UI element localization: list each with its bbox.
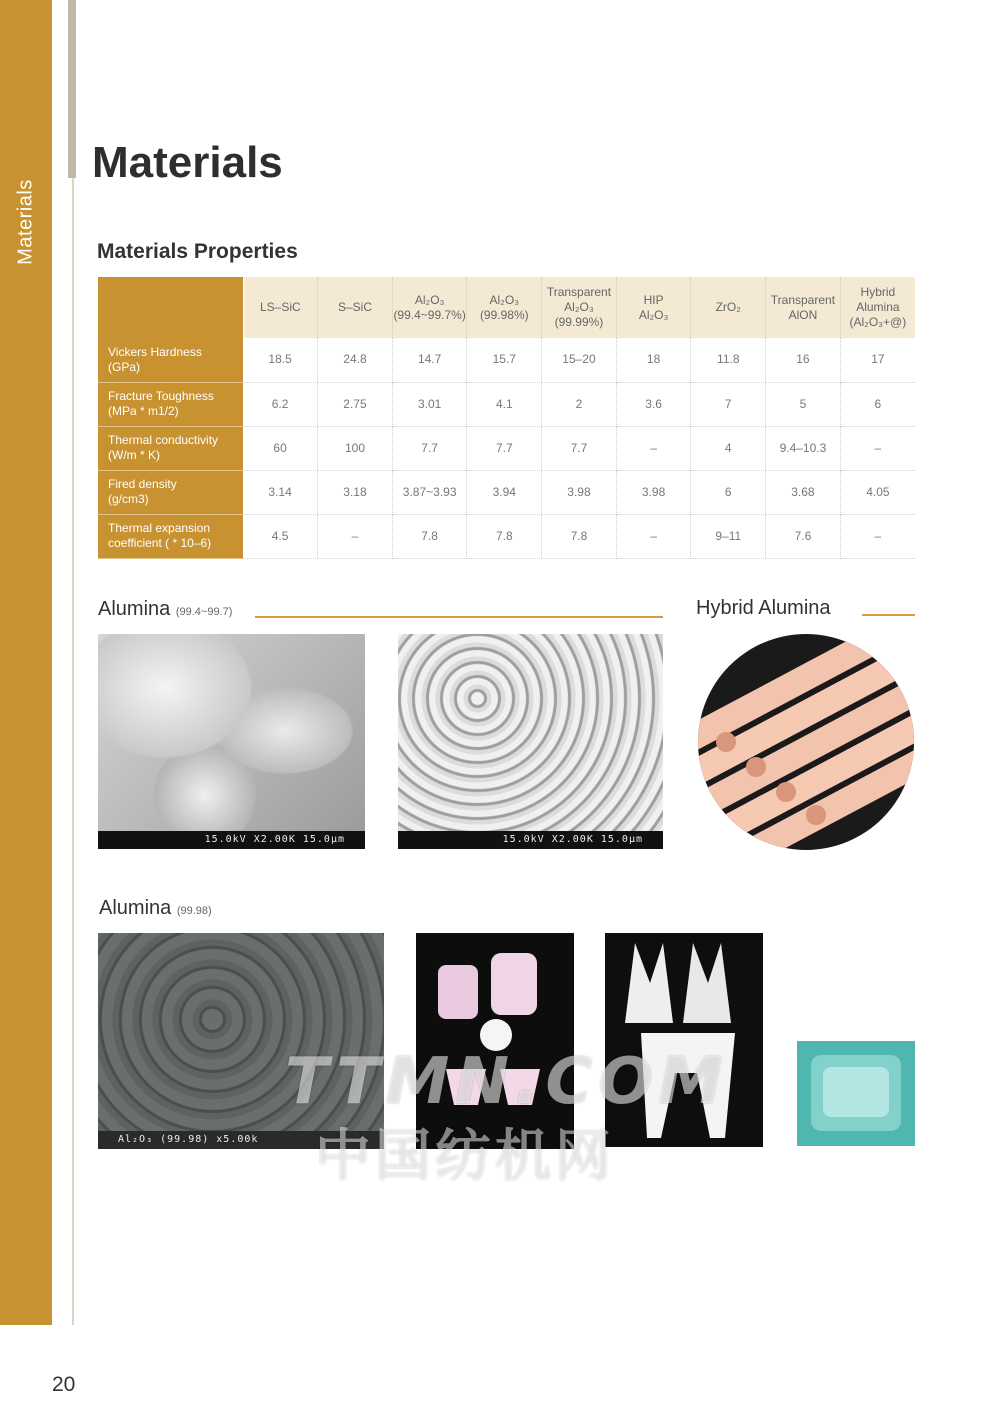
table-cell: 18	[616, 338, 691, 382]
table-cell: 2.75	[318, 382, 393, 426]
table-cell: 7	[691, 382, 766, 426]
column-header: HIP Al₂O₃	[616, 277, 691, 338]
table-cell: 4	[691, 426, 766, 470]
table-cell: 4.1	[467, 382, 542, 426]
table-cell: 7.6	[766, 514, 841, 558]
column-header: LS–SiC	[243, 277, 318, 338]
column-header: Hybrid Alumina (Al₂O₃+@)	[840, 277, 915, 338]
table-row	[98, 338, 915, 382]
heading-rule	[862, 614, 915, 616]
table-cell: 3.98	[542, 470, 617, 514]
table-header-row	[98, 277, 915, 338]
table-row	[98, 514, 915, 558]
table-row	[98, 470, 915, 514]
table-cell: 17	[840, 338, 915, 382]
title-accent-bar	[68, 0, 76, 178]
sem-image-alumina-1	[98, 634, 365, 849]
row-label: Fracture Toughness (MPa * m1/2)	[98, 382, 243, 426]
table-cell: 3.68	[766, 470, 841, 514]
table-cell: 15–20	[542, 338, 617, 382]
table-cell: 11.8	[691, 338, 766, 382]
column-header: Al₂O₃ (99.4~99.7%)	[392, 277, 467, 338]
alumina-purity: (99.98)	[176, 905, 212, 917]
row-label: Vickers Hardness (GPa)	[98, 338, 243, 382]
hybrid-heading	[696, 597, 831, 620]
alumina-heading-a	[98, 598, 232, 621]
table-cell: 7.8	[467, 514, 542, 558]
column-header: S–SiC	[318, 277, 393, 338]
alumina-title: Alumina	[99, 897, 172, 919]
table-cell: 7.8	[392, 514, 467, 558]
section-title: Materials Properties	[97, 240, 298, 263]
table-cell: –	[318, 514, 393, 558]
table-cell: 2	[542, 382, 617, 426]
table-cell: 7.7	[467, 426, 542, 470]
table-cell: 4.5	[243, 514, 318, 558]
page-title: Materials	[92, 138, 283, 187]
table-cell: 3.6	[616, 382, 691, 426]
sem-scale-label: Al₂O₃ (99.98) x5.00k	[98, 1131, 384, 1149]
table-cell: 6.2	[243, 382, 318, 426]
page-number: 20	[52, 1373, 76, 1396]
table-cell: 14.7	[392, 338, 467, 382]
table-cell: 60	[243, 426, 318, 470]
column-header: Transparent Al₂O₃ (99.99%)	[542, 277, 617, 338]
column-header: Transparent AlON	[766, 277, 841, 338]
table-cell: 7.7	[392, 426, 467, 470]
table-cell: 7.7	[542, 426, 617, 470]
table-cell: 16	[766, 338, 841, 382]
table-cell: –	[616, 426, 691, 470]
hybrid-title: Hybrid Alumina	[696, 597, 831, 619]
alumina-heading-b	[99, 897, 212, 920]
table-cell: 3.98	[616, 470, 691, 514]
watermark-latin: TTMN.COM	[285, 1045, 729, 1119]
properties-table	[98, 277, 915, 559]
column-header: ZrO₂	[691, 277, 766, 338]
table-cell: 7.8	[542, 514, 617, 558]
table-cell: 9–11	[691, 514, 766, 558]
row-label: Fired density (g/cm3)	[98, 470, 243, 514]
table-row	[98, 382, 915, 426]
table-cell: –	[840, 514, 915, 558]
side-label: Materials	[14, 179, 37, 265]
table-cell: 3.14	[243, 470, 318, 514]
table-corner-cell	[98, 277, 243, 338]
sem-scale-label: 15.0kV X2.00K 15.0μm	[98, 831, 365, 849]
hybrid-alumina-photo	[696, 632, 916, 852]
table-cell: 9.4–10.3	[766, 426, 841, 470]
table-cell: 5	[766, 382, 841, 426]
column-header: Al₂O₃ (99.98%)	[467, 277, 542, 338]
table-row	[98, 426, 915, 470]
table-cell: 18.5	[243, 338, 318, 382]
table-cell: 3.18	[318, 470, 393, 514]
table-cell: 100	[318, 426, 393, 470]
table-cell: 24.8	[318, 338, 393, 382]
alumina-purity: (99.4~99.7)	[175, 606, 233, 618]
table-cell: 6	[840, 382, 915, 426]
vertical-rule	[72, 0, 74, 1325]
table-cell: 3.87~3.93	[392, 470, 467, 514]
heading-rule	[255, 616, 663, 618]
alumina-title: Alumina	[98, 598, 171, 620]
table-cell: 6	[691, 470, 766, 514]
transparent-alon-photo	[797, 1041, 915, 1146]
row-label: Thermal conductivity (W/m * K)	[98, 426, 243, 470]
table-cell: 4.05	[840, 470, 915, 514]
table-cell: 3.94	[467, 470, 542, 514]
table-cell: –	[840, 426, 915, 470]
watermark-chinese: 中国纺机网	[315, 1124, 615, 1187]
table-cell: 3.01	[392, 382, 467, 426]
table-cell: –	[616, 514, 691, 558]
sem-image-alumina-2	[398, 634, 663, 849]
sem-scale-label: 15.0kV X2.00K 15.0μm	[398, 831, 663, 849]
table-cell: 15.7	[467, 338, 542, 382]
row-label: Thermal expansion coefficient ( * 10–6)	[98, 514, 243, 558]
